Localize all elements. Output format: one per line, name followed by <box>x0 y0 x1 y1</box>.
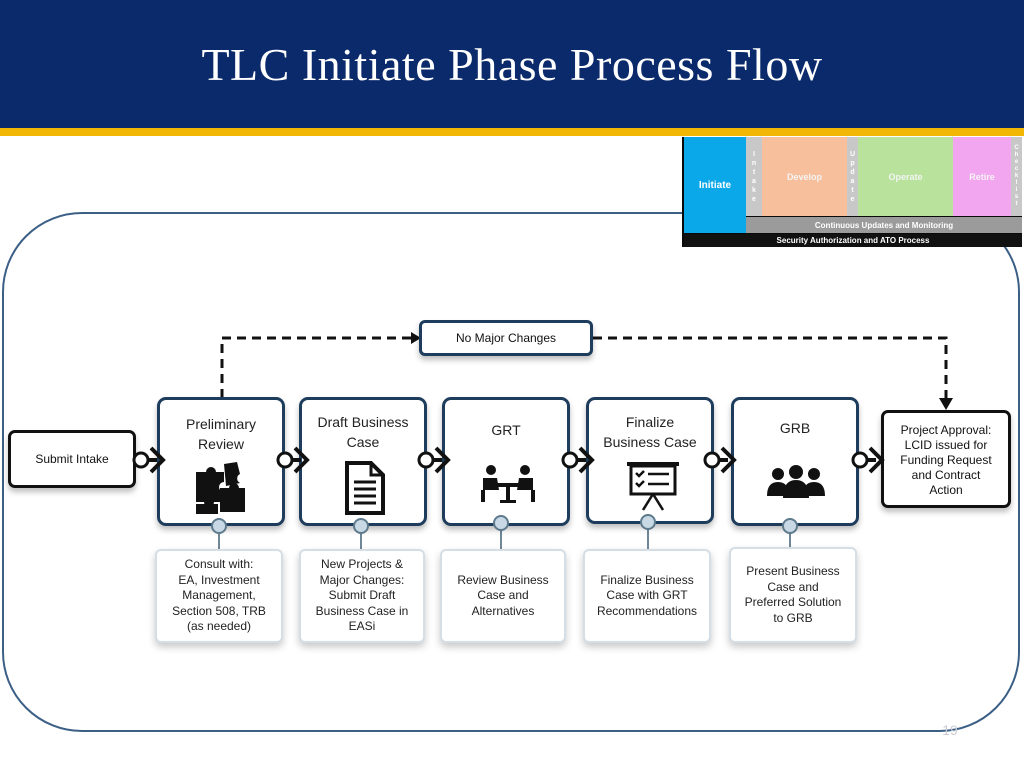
lifecycle-letter: i <box>1015 187 1018 193</box>
lifecycle-letter: t <box>752 168 756 176</box>
lifecycle-letter: e <box>752 195 756 203</box>
page-number: 19 <box>942 722 958 738</box>
lifecycle-letter: s <box>1014 194 1019 200</box>
lifecycle-letter: k <box>752 186 756 194</box>
desc-line: Business Case in <box>315 603 409 618</box>
lifecycle-letter: I <box>753 150 755 158</box>
step-title: Case <box>346 434 380 450</box>
connector-dot <box>563 453 577 467</box>
lifecycle-retire: Retire <box>953 137 1011 216</box>
step-title: Draft Business <box>317 414 409 430</box>
desc-box-preliminary-review <box>155 549 283 643</box>
desc-dot <box>212 519 226 533</box>
lifecycle-letter: n <box>751 159 757 167</box>
connector-dot <box>278 453 292 467</box>
step-title: Preliminary <box>185 416 256 432</box>
submit-intake-label: Submit Intake <box>35 451 109 466</box>
lifecycle-letter: e <box>850 195 855 203</box>
connector-dot <box>419 453 433 467</box>
desc-line: Alternatives <box>471 603 535 618</box>
desc-dot <box>354 519 368 533</box>
desc-line: Review Business <box>457 572 549 587</box>
lifecycle-letter: k <box>1014 173 1019 179</box>
desc-dot <box>641 515 655 529</box>
desc-box-grt <box>440 549 566 643</box>
lifecycle-letter: C <box>1014 145 1019 151</box>
lifecycle-letter: p <box>850 159 855 167</box>
connector-dot <box>853 453 867 467</box>
lifecycle-initiate: Initiate <box>684 137 746 233</box>
step-title: GRB <box>779 420 811 436</box>
desc-dot <box>494 516 508 530</box>
flow-arrow <box>434 448 448 472</box>
desc-line: New Projects & <box>320 557 404 572</box>
lifecycle-security-authorization: Security Authorization and ATO Process <box>684 234 1022 247</box>
project-approval-line: Project Approval: <box>900 422 992 437</box>
flow-arrow <box>293 448 307 472</box>
project-approval-line: Action <box>929 482 963 497</box>
step-title: Business Case <box>603 434 697 450</box>
desc-line: Preferred Solution <box>744 595 842 609</box>
desc-line: Finalize Business <box>600 572 694 587</box>
desc-line: Section 508, TRB <box>172 603 266 618</box>
desc-line: Management, <box>182 588 256 603</box>
desc-line: Major Changes: <box>319 572 405 587</box>
desc-line: Case with GRT <box>606 588 688 603</box>
lifecycle-letter: t <box>851 186 854 194</box>
step-title: Review <box>198 436 244 452</box>
lifecycle-continuous-updates: Continuous Updates and Monitoring <box>746 217 1022 233</box>
lifecycle-operate: Operate <box>858 137 953 216</box>
connector-dot <box>134 453 148 467</box>
desc-box-grb <box>729 547 857 643</box>
connector-dot <box>705 453 719 467</box>
lifecycle-letter: a <box>752 177 756 185</box>
no-major-changes-label: No Major Changes <box>455 331 557 345</box>
desc-line: EA, Investment <box>178 572 260 587</box>
lifecycle-letter: t <box>1015 201 1018 207</box>
lifecycle-letter: U <box>849 150 856 158</box>
desc-line: (as needed) <box>186 619 252 634</box>
desc-line: Submit Draft <box>328 588 396 603</box>
lifecycle-letter: h <box>1014 152 1019 158</box>
lifecycle-letter: c <box>1014 166 1019 172</box>
desc-line: EASi <box>348 619 376 634</box>
desc-line: to GRB <box>773 610 813 625</box>
desc-line: Consult with: <box>184 557 254 572</box>
desc-line: Case and <box>767 579 819 594</box>
page-title: TLC Initiate Phase Process Flow <box>201 39 823 90</box>
flow-arrow <box>720 448 734 472</box>
flow-arrow <box>578 448 592 472</box>
desc-dot <box>783 519 797 533</box>
desc-line: Recommendations <box>596 603 698 618</box>
lifecycle-letter: l <box>1015 180 1018 186</box>
project-approval-line: Funding Request <box>900 452 992 467</box>
step-title: GRT <box>491 422 521 438</box>
desc-box-finalize-business-case <box>583 549 711 643</box>
flow-arrow <box>868 448 882 472</box>
lifecycle-letter: e <box>1014 159 1019 165</box>
lifecycle-letter: d <box>850 168 855 176</box>
lifecycle-develop: Develop <box>762 137 847 216</box>
project-approval-line: LCID issued for <box>904 437 988 452</box>
desc-line: Case and <box>477 588 529 603</box>
flow-arrow <box>149 448 163 472</box>
desc-line: Present Business <box>746 564 840 578</box>
project-approval-line: and Contract <box>911 467 981 482</box>
lifecycle-letter: a <box>850 177 855 185</box>
desc-box-draft-business-case <box>299 549 425 643</box>
step-title: Finalize <box>625 414 675 430</box>
